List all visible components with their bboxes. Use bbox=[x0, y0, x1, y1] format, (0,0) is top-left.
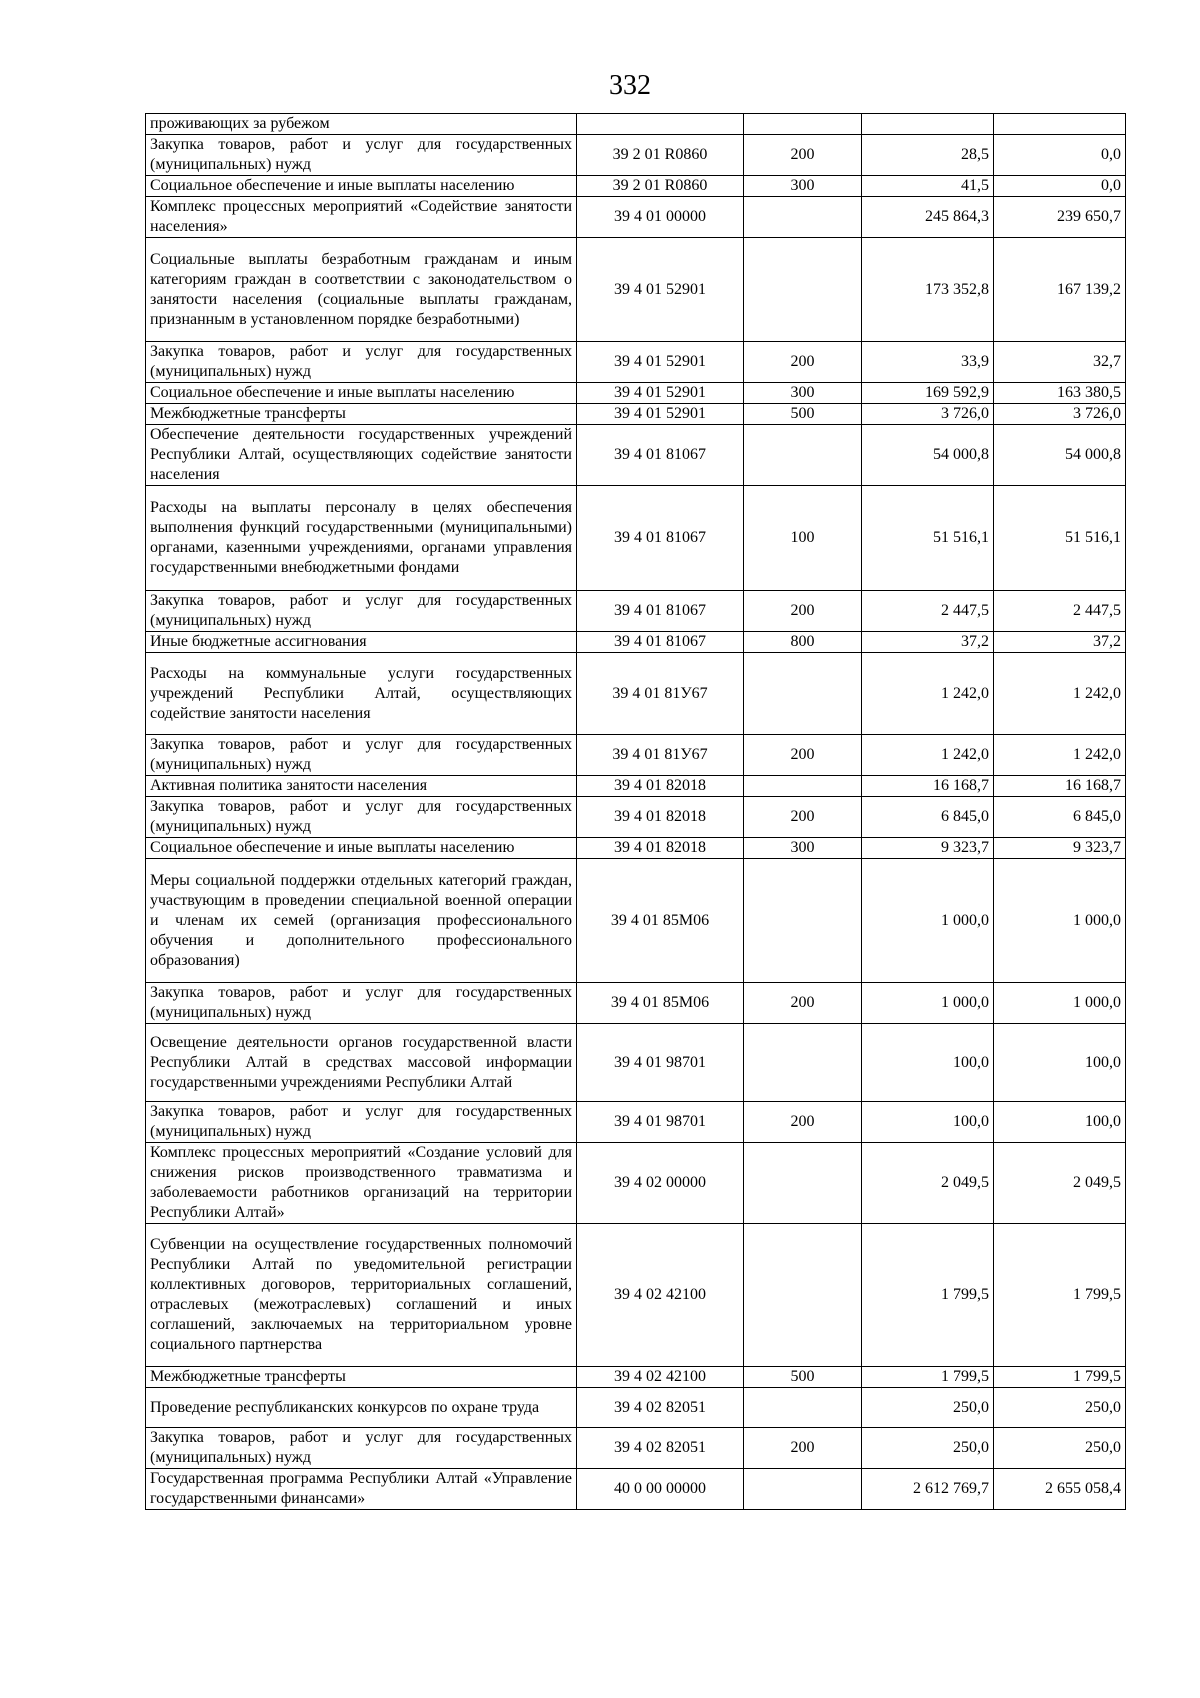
row-value-1: 250,0 bbox=[862, 1428, 994, 1469]
table-row bbox=[146, 1428, 1126, 1469]
row-name: Государственная программа Республики Алтай «Управление государственными финансами» bbox=[146, 1469, 577, 1510]
row-value-1: 100,0 bbox=[862, 1024, 994, 1102]
row-expense-type: 200 bbox=[744, 591, 862, 632]
row-code: 39 4 01 82018 bbox=[577, 797, 744, 838]
row-code: 39 4 01 81067 bbox=[577, 591, 744, 632]
row-value-1: 6 845,0 bbox=[862, 797, 994, 838]
row-name: Межбюджетные трансферты bbox=[146, 1367, 577, 1388]
row-name: Меры социальной поддержки отдельных категорий граждан, участвующим в проведении специальной военной операции и членам их семей (организация профессионального обучения и дополнительного профессионального образования) bbox=[146, 859, 577, 983]
row-name: Социальные выплаты безработным гражданам и иным категориям граждан в соответствии с законодательством о занятости населения (социальные выплаты гражданам, признанным в установленном порядке безработными) bbox=[146, 238, 577, 342]
row-code: 39 4 02 82051 bbox=[577, 1388, 744, 1428]
row-value-2: 1 799,5 bbox=[994, 1367, 1126, 1388]
row-value-2: 2 655 058,4 bbox=[994, 1469, 1126, 1510]
row-code: 39 4 01 82018 bbox=[577, 838, 744, 859]
row-expense-type: 200 bbox=[744, 1102, 862, 1143]
row-name: Социальное обеспечение и иные выплаты населению bbox=[146, 176, 577, 197]
row-value-1: 16 168,7 bbox=[862, 776, 994, 797]
row-expense-type: 300 bbox=[744, 838, 862, 859]
row-value-1: 245 864,3 bbox=[862, 197, 994, 238]
row-code: 39 4 01 52901 bbox=[577, 342, 744, 383]
row-expense-type bbox=[744, 1143, 862, 1224]
row-code: 39 4 01 81У67 bbox=[577, 735, 744, 776]
row-name: Расходы на коммунальные услуги государственных учреждений Республики Алтай, осуществляющих содействие занятости населения bbox=[146, 653, 577, 735]
row-value-1: 37,2 bbox=[862, 632, 994, 653]
table-row bbox=[146, 1224, 1126, 1367]
row-code: 39 2 01 R0860 bbox=[577, 176, 744, 197]
row-expense-type: 800 bbox=[744, 632, 862, 653]
row-expense-type bbox=[744, 776, 862, 797]
row-value-1: 33,9 bbox=[862, 342, 994, 383]
row-expense-type: 200 bbox=[744, 797, 862, 838]
budget-table-body bbox=[146, 114, 1126, 1510]
row-expense-type: 300 bbox=[744, 383, 862, 404]
table-row bbox=[146, 1102, 1126, 1143]
row-expense-type: 200 bbox=[744, 983, 862, 1024]
row-expense-type: 500 bbox=[744, 1367, 862, 1388]
row-name: Социальное обеспечение и иные выплаты населению bbox=[146, 838, 577, 859]
row-value-2: 1 242,0 bbox=[994, 653, 1126, 735]
row-name: Иные бюджетные ассигнования bbox=[146, 632, 577, 653]
table-row bbox=[146, 653, 1126, 735]
table-row bbox=[146, 1469, 1126, 1510]
row-code: 39 4 01 82018 bbox=[577, 776, 744, 797]
table-row bbox=[146, 776, 1126, 797]
row-expense-type: 100 bbox=[744, 486, 862, 591]
table-row bbox=[146, 383, 1126, 404]
row-code: 40 0 00 00000 bbox=[577, 1469, 744, 1510]
row-name: Социальное обеспечение и иные выплаты населению bbox=[146, 383, 577, 404]
row-name: Закупка товаров, работ и услуг для государственных (муниципальных) нужд bbox=[146, 342, 577, 383]
row-code: 39 4 02 42100 bbox=[577, 1367, 744, 1388]
table-row bbox=[146, 176, 1126, 197]
row-value-2: 1 799,5 bbox=[994, 1224, 1126, 1367]
row-value-2: 37,2 bbox=[994, 632, 1126, 653]
row-value-2: 54 000,8 bbox=[994, 425, 1126, 486]
row-name: Закупка товаров, работ и услуг для государственных (муниципальных) нужд bbox=[146, 591, 577, 632]
table-row bbox=[146, 838, 1126, 859]
table-row bbox=[146, 135, 1126, 176]
row-value-2: 1 242,0 bbox=[994, 735, 1126, 776]
row-value-2: 100,0 bbox=[994, 1102, 1126, 1143]
row-expense-type: 200 bbox=[744, 342, 862, 383]
row-code: 39 4 01 85М06 bbox=[577, 983, 744, 1024]
row-name: Комплекс процессных мероприятий «Содействие занятости населения» bbox=[146, 197, 577, 238]
table-row bbox=[146, 1024, 1126, 1102]
row-name: Закупка товаров, работ и услуг для государственных (муниципальных) нужд bbox=[146, 1102, 577, 1143]
row-name: Закупка товаров, работ и услуг для государственных (муниципальных) нужд bbox=[146, 983, 577, 1024]
row-expense-type bbox=[744, 1024, 862, 1102]
row-code: 39 4 01 85М06 bbox=[577, 859, 744, 983]
table-row bbox=[146, 591, 1126, 632]
row-value-2 bbox=[994, 114, 1126, 135]
row-expense-type bbox=[744, 1388, 862, 1428]
row-code bbox=[577, 114, 744, 135]
row-value-1: 2 612 769,7 bbox=[862, 1469, 994, 1510]
row-code: 39 4 01 52901 bbox=[577, 383, 744, 404]
row-name: Активная политика занятости населения bbox=[146, 776, 577, 797]
row-expense-type bbox=[744, 653, 862, 735]
row-value-2: 250,0 bbox=[994, 1388, 1126, 1428]
table-row bbox=[146, 114, 1126, 135]
row-value-2: 2 447,5 bbox=[994, 591, 1126, 632]
row-value-2: 2 049,5 bbox=[994, 1143, 1126, 1224]
row-name: Комплекс процессных мероприятий «Создание условий для снижения рисков производственного травматизма и заболеваемости работников организаций на территории Республики Алтай» bbox=[146, 1143, 577, 1224]
row-code: 39 4 01 52901 bbox=[577, 238, 744, 342]
row-expense-type: 200 bbox=[744, 735, 862, 776]
row-name: Закупка товаров, работ и услуг для государственных (муниципальных) нужд bbox=[146, 735, 577, 776]
row-value-1: 173 352,8 bbox=[862, 238, 994, 342]
row-value-1: 1 000,0 bbox=[862, 983, 994, 1024]
table-row bbox=[146, 632, 1126, 653]
row-value-2: 1 000,0 bbox=[994, 859, 1126, 983]
row-value-2: 9 323,7 bbox=[994, 838, 1126, 859]
row-expense-type: 200 bbox=[744, 1428, 862, 1469]
row-value-1: 1 799,5 bbox=[862, 1367, 994, 1388]
row-value-1: 2 447,5 bbox=[862, 591, 994, 632]
row-value-2: 163 380,5 bbox=[994, 383, 1126, 404]
row-name: Закупка товаров, работ и услуг для государственных (муниципальных) нужд bbox=[146, 1428, 577, 1469]
row-expense-type bbox=[744, 114, 862, 135]
row-value-1: 100,0 bbox=[862, 1102, 994, 1143]
row-value-2: 100,0 bbox=[994, 1024, 1126, 1102]
row-expense-type bbox=[744, 1224, 862, 1367]
row-expense-type bbox=[744, 425, 862, 486]
table-row bbox=[146, 983, 1126, 1024]
row-value-2: 32,7 bbox=[994, 342, 1126, 383]
budget-table bbox=[145, 113, 1126, 1510]
row-code: 39 4 01 81067 bbox=[577, 486, 744, 591]
row-code: 39 4 02 00000 bbox=[577, 1143, 744, 1224]
table-row bbox=[146, 404, 1126, 425]
row-value-1 bbox=[862, 114, 994, 135]
table-row bbox=[146, 1388, 1126, 1428]
row-value-1: 1 000,0 bbox=[862, 859, 994, 983]
row-code: 39 4 01 81067 bbox=[577, 425, 744, 486]
row-expense-type bbox=[744, 1469, 862, 1510]
row-name: проживающих за рубежом bbox=[146, 114, 577, 135]
row-expense-type: 300 bbox=[744, 176, 862, 197]
row-expense-type: 500 bbox=[744, 404, 862, 425]
row-name: Закупка товаров, работ и услуг для государственных (муниципальных) нужд bbox=[146, 135, 577, 176]
row-value-1: 169 592,9 bbox=[862, 383, 994, 404]
row-value-2: 239 650,7 bbox=[994, 197, 1126, 238]
row-expense-type bbox=[744, 197, 862, 238]
row-value-1: 1 242,0 bbox=[862, 735, 994, 776]
row-value-2: 0,0 bbox=[994, 135, 1126, 176]
row-value-1: 1 242,0 bbox=[862, 653, 994, 735]
table-row bbox=[146, 1143, 1126, 1224]
page-number: 332 bbox=[609, 70, 651, 101]
row-name: Расходы на выплаты персоналу в целях обеспечения выполнения функций государственными (муниципальными) органами, казенными учреждениями, органами управления государственными внебюджетными фондами bbox=[146, 486, 577, 591]
row-value-2: 0,0 bbox=[994, 176, 1126, 197]
table-row bbox=[146, 342, 1126, 383]
row-value-1: 9 323,7 bbox=[862, 838, 994, 859]
row-code: 39 4 01 98701 bbox=[577, 1102, 744, 1143]
row-value-2: 16 168,7 bbox=[994, 776, 1126, 797]
table-row bbox=[146, 735, 1126, 776]
row-code: 39 2 01 R0860 bbox=[577, 135, 744, 176]
table-row bbox=[146, 859, 1126, 983]
row-code: 39 4 01 00000 bbox=[577, 197, 744, 238]
row-value-2: 1 000,0 bbox=[994, 983, 1126, 1024]
row-value-2: 6 845,0 bbox=[994, 797, 1126, 838]
row-code: 39 4 02 42100 bbox=[577, 1224, 744, 1367]
row-expense-type bbox=[744, 859, 862, 983]
row-value-1: 41,5 bbox=[862, 176, 994, 197]
row-code: 39 4 01 81067 bbox=[577, 632, 744, 653]
row-name: Межбюджетные трансферты bbox=[146, 404, 577, 425]
table-row bbox=[146, 1367, 1126, 1388]
row-name: Проведение республиканских конкурсов по охране труда bbox=[146, 1388, 577, 1428]
row-value-2: 51 516,1 bbox=[994, 486, 1126, 591]
row-value-1: 1 799,5 bbox=[862, 1224, 994, 1367]
row-value-1: 28,5 bbox=[862, 135, 994, 176]
row-code: 39 4 02 82051 bbox=[577, 1428, 744, 1469]
row-value-1: 54 000,8 bbox=[862, 425, 994, 486]
row-code: 39 4 01 98701 bbox=[577, 1024, 744, 1102]
row-value-1: 51 516,1 bbox=[862, 486, 994, 591]
table-row bbox=[146, 486, 1126, 591]
table-row bbox=[146, 197, 1126, 238]
row-name: Субвенции на осуществление государственных полномочий Республики Алтай по уведомительной регистрации коллективных договоров, территориальных соглашений, отраслевых (межотраслевых) соглашений и иных соглашений, заключаемых на территориальном уровне социального партнерства bbox=[146, 1224, 577, 1367]
row-value-2: 250,0 bbox=[994, 1428, 1126, 1469]
row-name: Освещение деятельности органов государственной власти Республики Алтай в средствах массовой информации государственными учреждениями Республики Алтай bbox=[146, 1024, 577, 1102]
row-code: 39 4 01 81У67 bbox=[577, 653, 744, 735]
row-code: 39 4 01 52901 bbox=[577, 404, 744, 425]
table-row bbox=[146, 797, 1126, 838]
row-value-2: 167 139,2 bbox=[994, 238, 1126, 342]
row-value-1: 250,0 bbox=[862, 1388, 994, 1428]
row-name: Обеспечение деятельности государственных учреждений Республики Алтай, осуществляющих содействие занятости населения bbox=[146, 425, 577, 486]
row-value-1: 2 049,5 bbox=[862, 1143, 994, 1224]
row-value-2: 3 726,0 bbox=[994, 404, 1126, 425]
table-row bbox=[146, 425, 1126, 486]
row-value-1: 3 726,0 bbox=[862, 404, 994, 425]
table-row bbox=[146, 238, 1126, 342]
row-expense-type bbox=[744, 238, 862, 342]
row-expense-type: 200 bbox=[744, 135, 862, 176]
row-name: Закупка товаров, работ и услуг для государственных (муниципальных) нужд bbox=[146, 797, 577, 838]
